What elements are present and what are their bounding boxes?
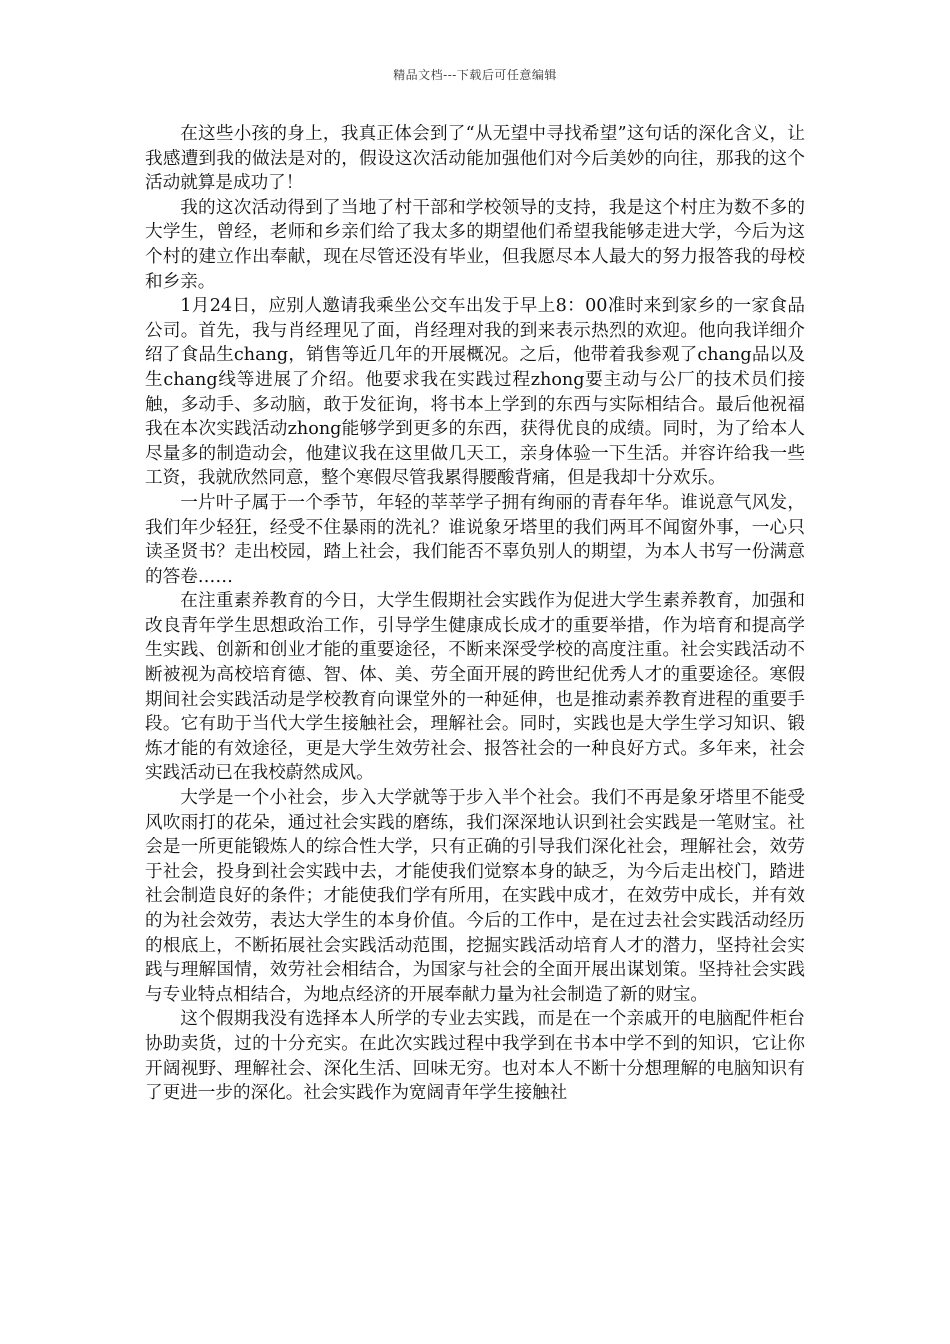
document-body [145, 122, 805, 1106]
paragraph-3: 1月24日，应别人邀请我乘坐公交车出发于早上8：00准时来到家乡的一家食品公司。首先，我与肖经理见了面，肖经理对我的到来表示热烈的欢迎。他向我详细介绍了食品生chang，销售等近几年的开展概况。之后，他带着我参观了chang品以及生chang线等进展了介绍。他要求我在实践过程zhong要主动与公厂的技术员们接触，多动手、多动脑，敢于发征询，将书本上学到的东西与实际相结合。最后他祝福我在本次实践活动zhong能够学到更多的东西，获得优良的成绩。同时，为了给本人尽量多的制造动会，他建议我在这里做几天工，亲身体验一下生活。并容许给我一些工资，我就欣然同意，整个寒假尽管我累得腰酸背痛，但是我却十分欢乐。 [145, 296, 805, 489]
paragraph-2: 我的这次活动得到了当地了村干部和学校领导的支持，我是这个村庄为数不多的大学生，曾经，老师和乡亲们给了我太多的期望他们希望我能够走进大学，今后为这个村的建立作出奉献，现在尽管还没有毕业，但我愿尽本人最大的努力报答我的母校和乡亲。 [145, 197, 805, 292]
page-header: 精品文档---下载后可任意编辑 [393, 68, 557, 82]
paragraph-5: 在注重素养教育的今日，大学生假期社会实践作为促进大学生素养教育，加强和改良青年学生思想政治工作，引导学生健康成长成才的重要举措，作为培育和提高学生实践、创新和创业才能的重要途径，不断来深受学校的高度注重。社会实践活动不断被视为高校培育德、智、体、美、劳全面开展的跨世纪优秀人才的重要途径。寒假期间社会实践活动是学校教育向课堂外的一种延伸，也是推动素养教育进程的重要手段。它有助于当代大学生接触社会，理解社会。同时，实践也是大学生学习知识、锻炼才能的有效途径，更是大学生效劳社会、报答社会的一种良好方式。多年来，社会实践活动已在我校蔚然成风。 [145, 591, 805, 784]
paragraph-6: 大学是一个小社会，步入大学就等于步入半个社会。我们不再是象牙塔里不能受风吹雨打的花朵，通过社会实践的磨练，我们深深地认识到社会实践是一笔财宝。社会是一所更能锻炼人的综合性大学，只有正确的引导我们深化社会，理解社会，效劳于社会，投身到社会实践中去，才能使我们觉察本身的缺乏，为今后走出校门，踏进社会制造良好的条件；才能使我们学有所用，在实践中成才，在效劳中成长，并有效的为社会效劳，表达大学生的本身价值。今后的工作中，是在过去社会实践活动经历的根底上，不断拓展社会实践活动范围，挖掘实践活动培育人才的潜力，坚持社会实践与理解国情，效劳社会相结合，为国家与社会的全面开展出谋划策。坚持社会实践与专业特点相结合，为地点经济的开展奉献力量为社会制造了新的财宝。 [145, 788, 805, 1005]
paragraph-4: 一片叶子属于一个季节，年轻的莘莘学子拥有绚丽的青春年华。谁说意气风发，我们年少轻狂，经受不住暴雨的洗礼？谁说象牙塔里的我们两耳不闻窗外事，一心只读圣贤书？走出校园，踏上社会，我们能否不辜负别人的期望，为本人书写一份满意的答卷…… [145, 492, 805, 587]
paragraph-1: 在这些小孩的身上，我真正体会到了“从无望中寻找希望”这句话的深化含义，让我感遭到我的做法是对的，假设这次活动能加强他们对今后美妙的向往，那我的这个活动就算是成功了！ [145, 124, 805, 194]
paragraph-7: 这个假期我没有选择本人所学的专业去实践，而是在一个亲戚开的电脑配件柜台协助卖货，过的十分充实。在此次实践过程中我学到在书本中学不到的知识，它让你开阔视野、理解社会、深化生活、回味无穷。也对本人不断十分想理解的电脑知识有了更进一步的深化。社会实践作为宽阔青年学生接触社 [145, 1009, 805, 1104]
